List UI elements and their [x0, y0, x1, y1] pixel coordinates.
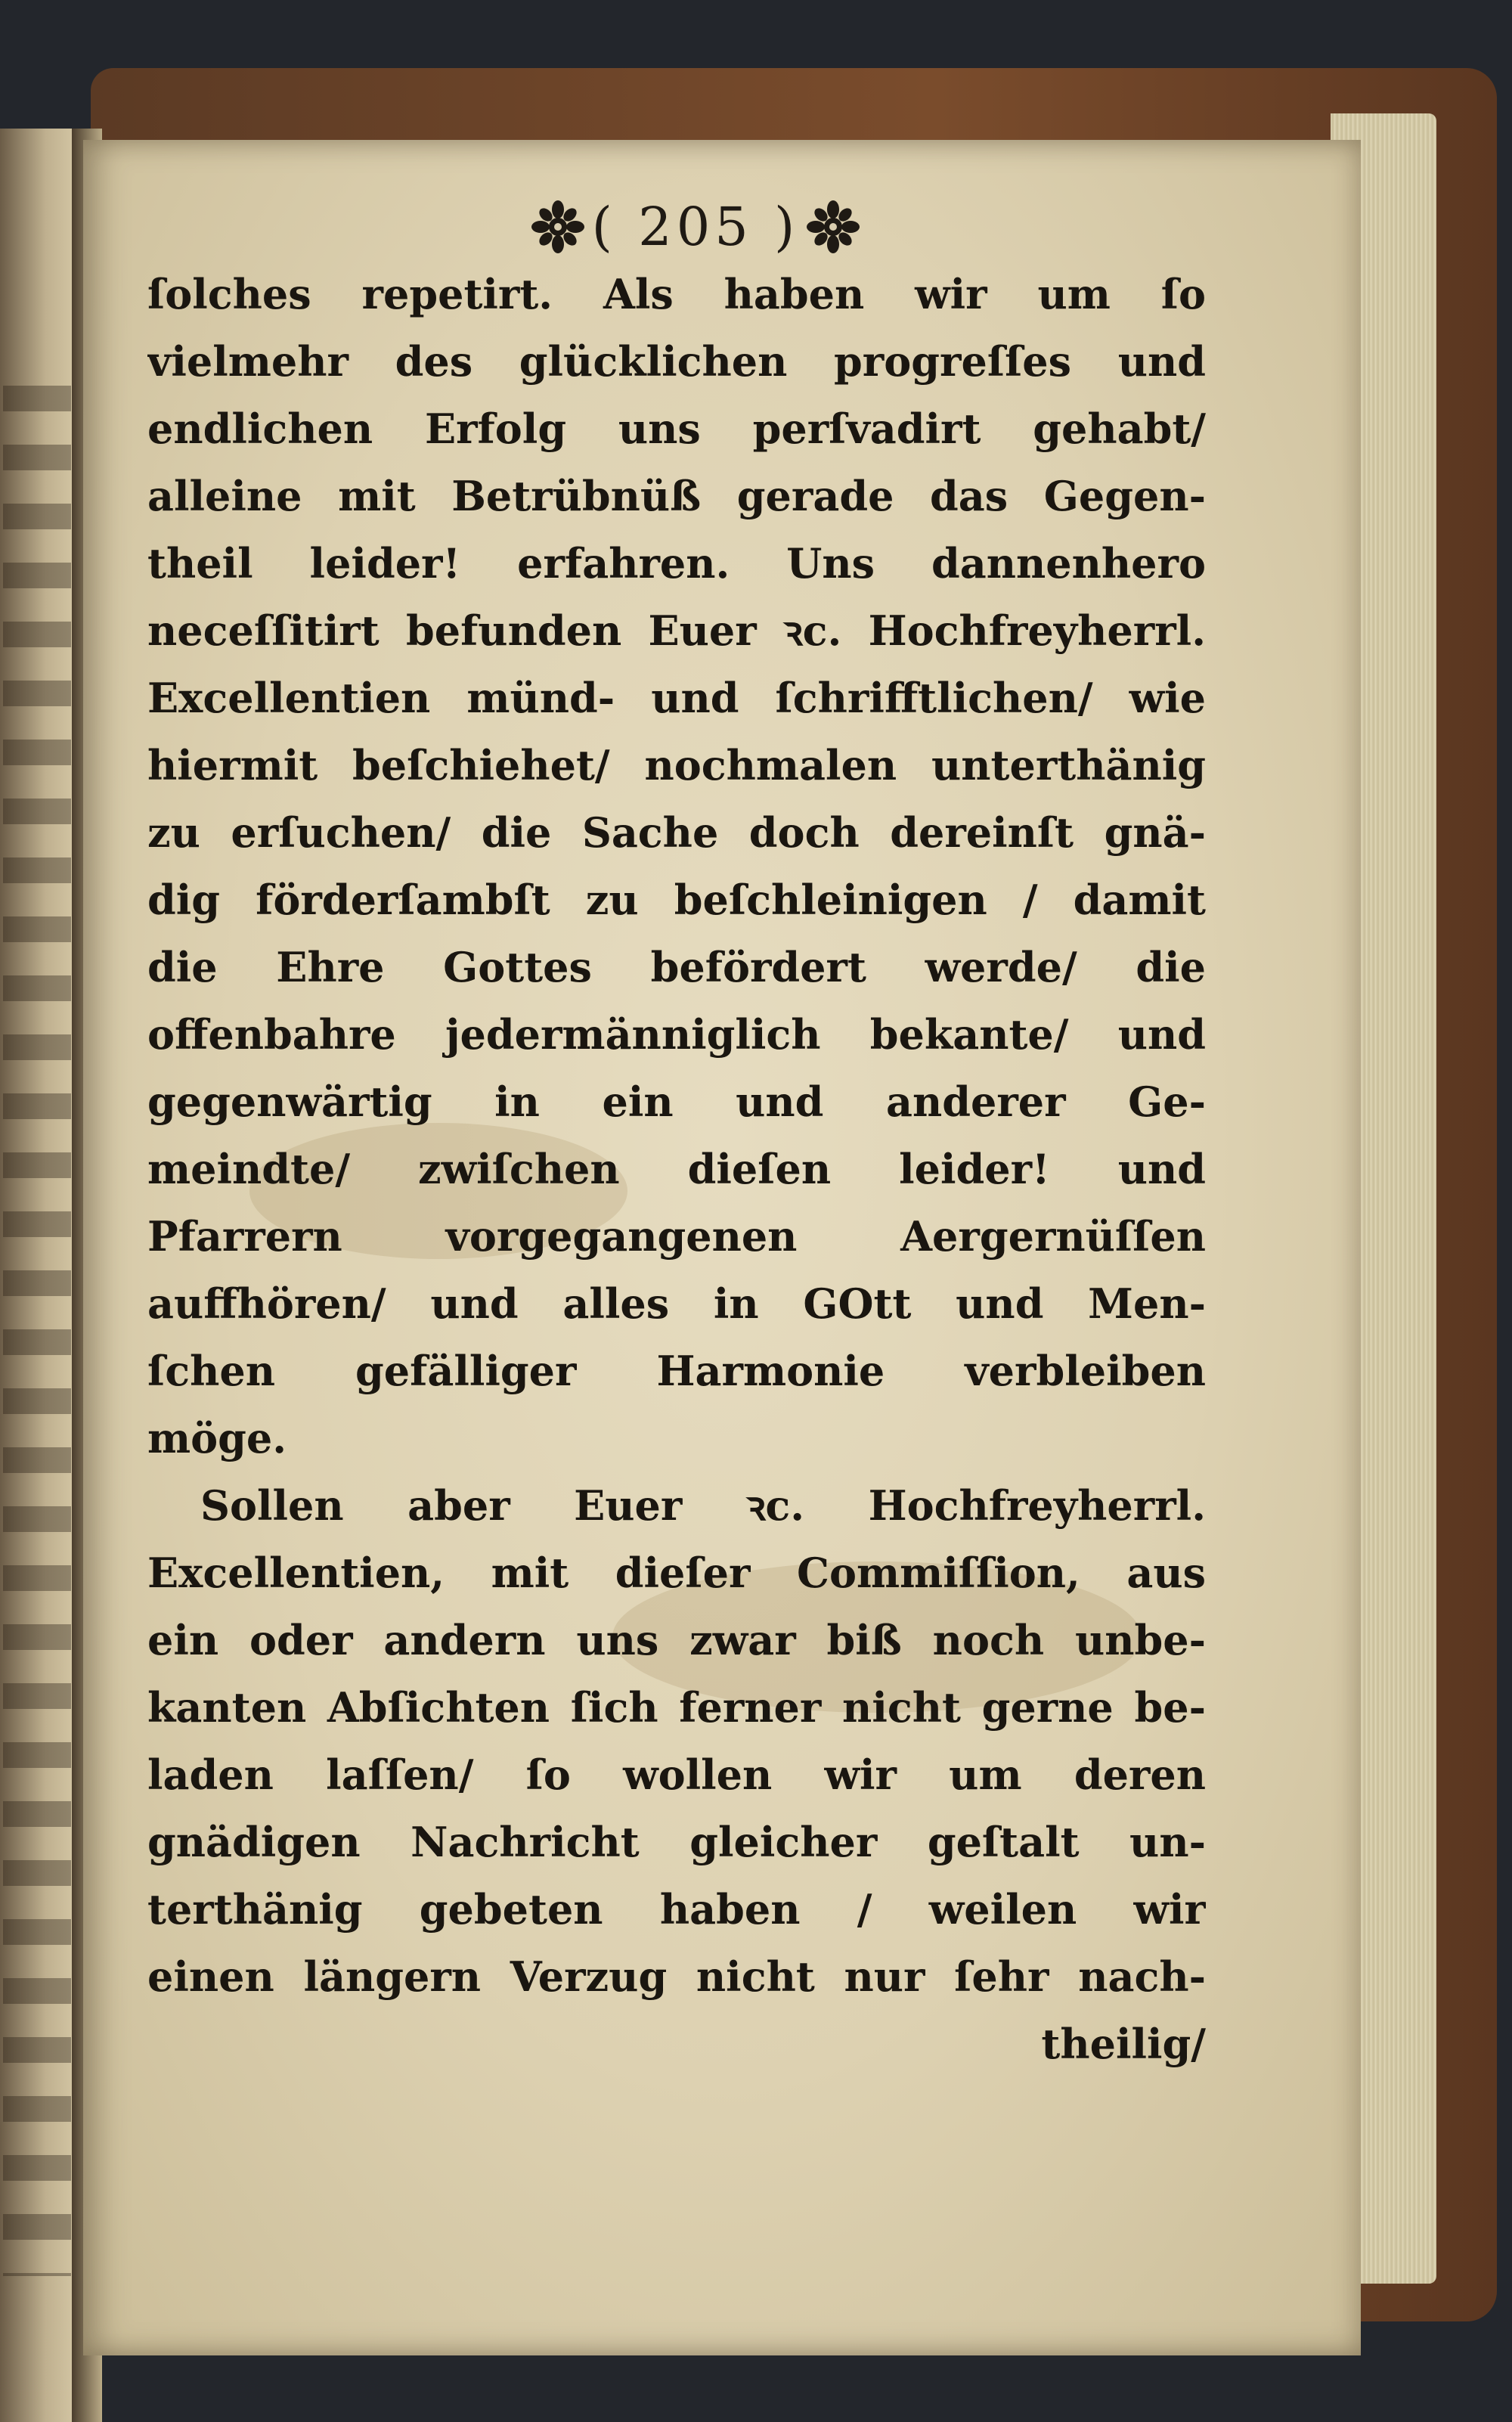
text-line: ſchen gefälliger Harmonie verbleiben [147, 1347, 1206, 1395]
text-line: endlichen Erfolg uns perſvadirt gehabt/ [147, 405, 1206, 453]
text-line: laden laſſen/ ſo wollen wir um deren [147, 1751, 1206, 1799]
fleuron-icon [531, 200, 584, 253]
text-line: dig förderſambſt zu beſchleinigen / damit [147, 876, 1206, 924]
text-line: vielmehr des glücklichen progreſſes und [147, 337, 1206, 386]
text-line: zu erſuchen/ die Sache doch dereinſt gnä- [147, 808, 1206, 857]
text-line: neceſſitirt befunden Euer ꝛc. Hochfreyherrl. [147, 606, 1206, 655]
body-text [147, 261, 1206, 2078]
facing-page-text [3, 386, 71, 2276]
text-line: einen längern Verzug nicht nur ſehr nach- [147, 1952, 1206, 2001]
text-line: auffhören/ und alles in GOtt und Men- [147, 1279, 1206, 1328]
fleuron-icon [807, 200, 860, 253]
text-line: die Ehre Gottes befördert werde/ die [147, 943, 1206, 991]
text-line: ein oder andern uns zwar biß noch unbe- [147, 1616, 1206, 1664]
text-line: terthänig gebeten haben / weilen wir [147, 1885, 1206, 1934]
text-line: alleine mit Betrübnüß gerade das Gegen- [147, 472, 1206, 520]
text-line: gnädigen Nachricht gleicher geſtalt un- [147, 1818, 1206, 1866]
text-line: theil leider! erfahren. Uns dannenhero [147, 539, 1206, 588]
text-line: möge. [147, 1414, 287, 1462]
facing-page [0, 129, 83, 2422]
text-line: hiermit beſchiehet/ nochmalen unterthänig [147, 741, 1206, 789]
text-line: Sollen aber Euer ꝛc. Hochfreyherrl. [200, 1481, 1206, 1530]
page-header [484, 185, 907, 268]
text-line: kanten Abſichten ſich ferner nicht gerne be- [147, 1683, 1206, 1732]
text-line: offenbahre jedermänniglich bekante/ und [147, 1010, 1206, 1059]
text-line: Pfarrern vorgegangenen Aergernüſſen [147, 1212, 1206, 1261]
text-line: Excellentien münd- und ſchrifftlichen/ wie [147, 674, 1206, 722]
text-line: meindte/ zwiſchen dieſen leider! und [147, 1145, 1206, 1193]
text-line: ſolches repetirt. Als haben wir um ſo [147, 270, 1206, 318]
page-number: ( 205 ) [591, 196, 800, 258]
catchword: theilig/ [1041, 2020, 1206, 2068]
text-line: Excellentien, mit dieſer Commiſſion, aus [147, 1549, 1206, 1597]
text-line: gegenwärtig in ein und anderer Ge- [147, 1078, 1206, 1126]
